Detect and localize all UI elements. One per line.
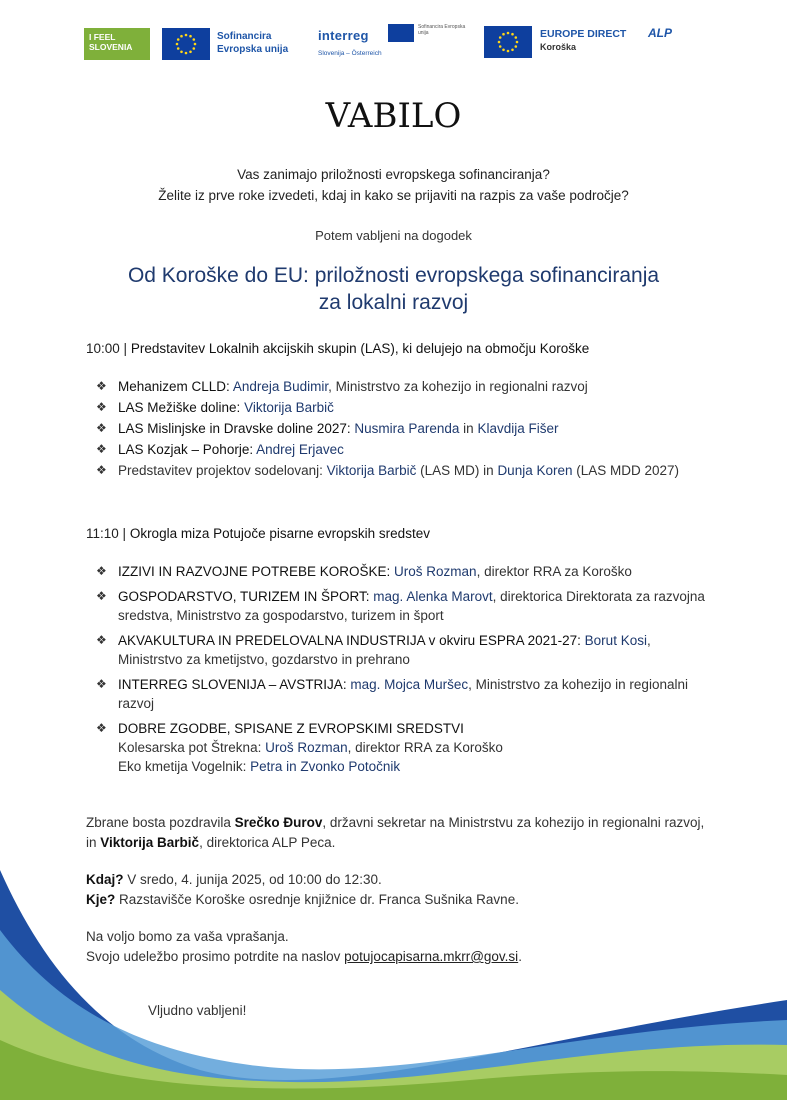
item-rest: , Ministrstvo za kohezijo in regionalni razvoj [118, 677, 688, 711]
logo-row [0, 22, 787, 66]
item-name: Viktorija Barbič [326, 463, 417, 478]
europe-direct-text [540, 28, 626, 54]
item-label: GOSPODARSTVO, TURIZEM IN ŠPORT: [118, 589, 374, 604]
interreg-logo: interreg [318, 28, 369, 43]
section2-list [96, 562, 706, 778]
when-where [86, 870, 706, 910]
diamond-bullet-icon: ❖ [96, 564, 107, 578]
eu-funding-text [217, 30, 288, 56]
when-value: V sredo, 4. junija 2025, od 10:00 do 12:30. [123, 872, 382, 887]
item-mid: (LAS MD) in [416, 463, 498, 478]
item-label: DOBRE ZGODBE, SPISANE Z EVROPSKIMI SREDSTVI [118, 721, 464, 736]
item-label: Mehanizem CLLD: [118, 379, 233, 394]
i-feel-slovenia-logo [84, 28, 150, 60]
alp-logo [642, 26, 678, 60]
item-label: Predstavitev projektov sodelovanj: [118, 463, 327, 478]
item-label: LAS Kozjak – Pohorje: [118, 442, 257, 457]
item-label: LAS Mislinjske in Dravske doline 2027: [118, 421, 355, 436]
section1-label: Predstavitev Lokalnih akcijskih skupin (LAS), ki delujejo na območju Koroške [130, 341, 590, 356]
rsvp-end: . [518, 949, 522, 964]
sub-item-label: Eko kmetija Vogelnik: [118, 759, 251, 774]
europe-direct-name: EUROPE DIRECT [540, 28, 627, 40]
item-rest: , Ministrstvo za kohezijo in regionalni razvoj [328, 379, 588, 394]
list-item [96, 377, 706, 396]
sub-item [118, 738, 706, 757]
greeting-name2: Viktorija Barbič [100, 835, 200, 850]
section2-heading [86, 526, 430, 541]
item-label: AKVAKULTURA IN PREDELOVALNA INDUSTRIJA v okviru ESPRA 2021-27: [118, 633, 585, 648]
when-label: Kdaj? [86, 872, 124, 887]
where-line [86, 890, 706, 910]
alp-logo-text: ALP [648, 26, 672, 40]
sub-item-label: Kolesarska pot Štrekna: [118, 740, 266, 755]
section1-list [96, 377, 706, 482]
greeting-paragraph [86, 813, 706, 853]
sub-item-rest: , direktor RRA za Koroško [347, 740, 503, 755]
sub-item-name: Uroš Rozman [265, 740, 348, 755]
list-item [96, 440, 706, 459]
section2-time: 11:10 | [86, 526, 127, 541]
intro-line1: Vas zanimajo priložnosti evropskega sofinanciranja? [237, 167, 550, 182]
sub-item [118, 757, 706, 776]
item-rest: , Ministrstvo za kmetijstvo, gozdarstvo in prehrano [118, 633, 651, 667]
item-name: mag. Alenka Marovt [373, 589, 493, 604]
interreg-subtitle: Slovenija – Österreich [318, 50, 382, 57]
rsvp-line [86, 947, 706, 967]
where-value: Razstavišče Koroške osrednje knjižnice dr. Franca Sušnika Ravne. [115, 892, 519, 907]
section2-label: Okrogla miza Potujoče pisarne evropskih sredstev [129, 526, 430, 541]
list-item [96, 631, 706, 669]
item-rest: , direktorica Direktorata za razvojna sredstva, Ministrstvo za gospodarstvo, turizem in šport [118, 589, 705, 623]
diamond-bullet-icon: ❖ [96, 589, 107, 603]
item-label: INTERREG SLOVENIJA – AVSTRIJA: [118, 677, 351, 692]
event-title-line2: za lokalni razvoj [318, 291, 469, 314]
event-title-line1: Od Koroške do EU: priložnosti evropskega sofinanciranja [127, 264, 660, 287]
when-line [86, 870, 706, 890]
list-item [96, 398, 706, 417]
item-mid: in [459, 421, 478, 436]
diamond-bullet-icon: ❖ [96, 421, 107, 435]
intro-text [0, 164, 787, 206]
diamond-bullet-icon: ❖ [96, 442, 107, 456]
diamond-bullet-icon: ❖ [96, 633, 107, 647]
interreg-eu-text: Sofinancira Evropska unija [418, 24, 466, 36]
questions-text: Na voljo bomo za vaša vprašanja. [86, 929, 289, 944]
diamond-bullet-icon: ❖ [96, 721, 107, 735]
item-name: Uroš Rozman [394, 564, 477, 579]
eu-flag-small-icon [388, 24, 414, 42]
eu-flag-logo [162, 28, 210, 60]
item-name2: Klavdija Fišer [477, 421, 559, 436]
feel-line2: SLOVENIA [89, 42, 133, 52]
diamond-bullet-icon: ❖ [96, 400, 107, 414]
item-name: Viktorija Barbič [244, 400, 334, 415]
item-rest: (LAS MDD 2027) [572, 463, 680, 478]
feel-line1: I FEEL [89, 32, 116, 42]
page-title: VABILO [325, 96, 462, 136]
europe-direct-place: Koroška [540, 42, 577, 52]
intro-line2: Želite iz prve roke izvedeti, kdaj in kako se prijaviti na razpis za vaše področje? [158, 188, 629, 203]
item-name: Nusmira Parenda [354, 421, 460, 436]
item-name: mag. Mojca Muršec [350, 677, 469, 692]
item-name: Andrej Erjavec [256, 442, 344, 457]
list-item [96, 562, 706, 581]
event-title [0, 262, 787, 316]
list-item [96, 587, 706, 625]
rsvp-text: Svojo udeležbo prosimo potrdite na naslov [86, 949, 345, 964]
item-name2: Dunja Koren [497, 463, 573, 478]
greeting-name1: Srečko Đurov [234, 815, 323, 830]
section1-heading [86, 341, 589, 356]
greeting-a: Zbrane bosta pozdravila [86, 815, 235, 830]
list-item [96, 719, 706, 776]
greeting-e: , direktorica ALP Peca. [199, 835, 336, 850]
eu-funding-line1: Sofinancira [217, 31, 272, 42]
list-item [96, 461, 706, 480]
item-name: Borut Kosi [584, 633, 647, 648]
item-label: IZZIVI IN RAZVOJNE POTREBE KOROŠKE: [118, 564, 395, 579]
item-name: Andreja Budimir [232, 379, 329, 394]
invite-text: Potem vabljeni na dogodek [315, 228, 472, 243]
diamond-bullet-icon: ❖ [96, 677, 107, 691]
item-rest: , direktor RRA za Koroško [476, 564, 632, 579]
eu-funding-line2: Evropska unija [217, 44, 289, 55]
diamond-bullet-icon: ❖ [96, 379, 107, 393]
eu-flag-logo-2 [484, 26, 532, 58]
section1-time: 10:00 | [86, 341, 128, 356]
rsvp-block [86, 927, 706, 967]
sub-item-name: Petra in Zvonko Potočnik [250, 759, 401, 774]
rsvp-email-link[interactable]: potujocapisarna.mkrr@gov.si [344, 949, 519, 964]
list-item [96, 675, 706, 713]
list-item [96, 419, 706, 438]
greeting-c: , državni sekretar na Ministrstvu za kohezijo in regionalni razvoj, in [86, 815, 705, 850]
item-label: LAS Mežiške doline: [118, 400, 245, 415]
diamond-bullet-icon: ❖ [96, 463, 107, 477]
closing-text: Vljudno vabljeni! [148, 1003, 247, 1018]
where-label: Kje? [86, 892, 116, 907]
